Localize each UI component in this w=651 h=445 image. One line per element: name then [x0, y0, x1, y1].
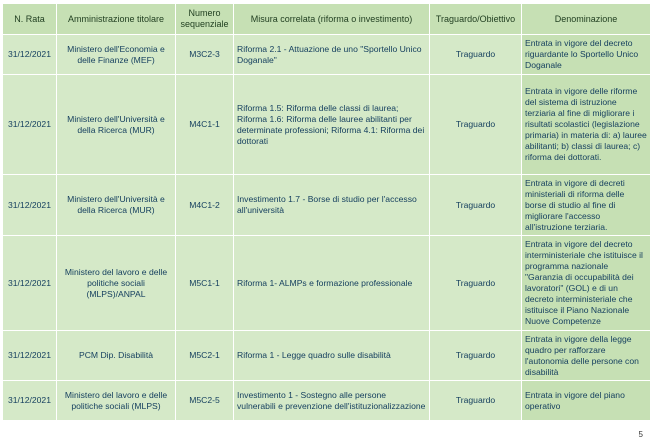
cell-traguardo: Traguardo	[430, 331, 522, 381]
page-number: 5	[638, 430, 643, 439]
cell-misura: Investimento 1.7 - Borse di studio per l'accesso all'università	[234, 175, 430, 236]
cell-amministrazione: Ministero dell'Università e della Ricerca (MUR)	[57, 175, 176, 236]
table-row	[3, 175, 651, 236]
cell-numero: M4C1-1	[176, 75, 234, 175]
header-row	[3, 4, 651, 35]
cell-traguardo: Traguardo	[430, 236, 522, 331]
header-numero: Numero sequenziale	[176, 4, 234, 35]
cell-amministrazione: Ministero del lavoro e delle politiche sociali (MLPS)/ANPAL	[57, 236, 176, 331]
cell-rata: 31/12/2021	[3, 331, 57, 381]
cell-numero: M4C1-2	[176, 175, 234, 236]
cell-denominazione: Entrata in vigore delle riforme del sistema di istruzione terziaria al fine di migliorare i risultati scolastici (legislazione primaria) in materia di: a) lauree abilitanti; b) classi di laurea; c) riforma dei dottorati.	[522, 75, 651, 175]
table-row	[3, 236, 651, 331]
milestones-table	[2, 3, 651, 421]
cell-amministrazione: Ministero del lavoro e delle politiche sociali (MLPS)	[57, 381, 176, 421]
cell-misura: Riforma 1- ALMPs e formazione professionale	[234, 236, 430, 331]
cell-numero: M5C2-5	[176, 381, 234, 421]
cell-denominazione: Entrata in vigore del decreto riguardante lo Sportello Unico Doganale	[522, 35, 651, 75]
cell-rata: 31/12/2021	[3, 381, 57, 421]
cell-misura: Investimento 1 - Sostegno alle persone vulnerabili e prevenzione dell'istituzionalizzazione	[234, 381, 430, 421]
cell-numero: M3C2-3	[176, 35, 234, 75]
cell-traguardo: Traguardo	[430, 35, 522, 75]
cell-denominazione: Entrata in vigore del decreto interministeriale che istituisce il programma nazionale "Garanzia di occupabilità dei lavoratori" (GOL) e di un decreto interministeriale che istituisce il Piano Nazionale Nuove Competenze	[522, 236, 651, 331]
cell-misura: Riforma 1 - Legge quadro sulle disabilità	[234, 331, 430, 381]
header-rata: N. Rata	[3, 4, 57, 35]
cell-amministrazione: Ministero dell'Economia e delle Finanze (MEF)	[57, 35, 176, 75]
cell-rata: 31/12/2021	[3, 35, 57, 75]
cell-rata: 31/12/2021	[3, 75, 57, 175]
cell-traguardo: Traguardo	[430, 381, 522, 421]
cell-denominazione: Entrata in vigore di decreti ministeriali di riforma delle borse di studio al fine di migliorare l'accesso all'istruzione terziaria.	[522, 175, 651, 236]
cell-amministrazione: PCM Dip. Disabilità	[57, 331, 176, 381]
cell-denominazione: Entrata in vigore della legge quadro per rafforzare l'autonomia delle persone con disabilità	[522, 331, 651, 381]
header-denominazione: Denominazione	[522, 4, 651, 35]
header-traguardo: Traguardo/Obiettivo	[430, 4, 522, 35]
table-row	[3, 331, 651, 381]
table-row	[3, 381, 651, 421]
header-amministrazione: Amministrazione titolare	[57, 4, 176, 35]
header-misura: Misura correlata (riforma o investimento)	[234, 4, 430, 35]
cell-rata: 31/12/2021	[3, 236, 57, 331]
cell-numero: M5C2-1	[176, 331, 234, 381]
table-row	[3, 75, 651, 175]
cell-misura: Riforma 1.5: Riforma delle classi di laurea; Riforma 1.6: Riforma delle lauree abilitanti per determinate professioni; Riforma 4.1: Riforma dei dottorati	[234, 75, 430, 175]
cell-denominazione: Entrata in vigore del piano operativo	[522, 381, 651, 421]
cell-traguardo: Traguardo	[430, 75, 522, 175]
table-row	[3, 35, 651, 75]
cell-numero: M5C1-1	[176, 236, 234, 331]
cell-rata: 31/12/2021	[3, 175, 57, 236]
cell-amministrazione: Ministero dell'Università e della Ricerca (MUR)	[57, 75, 176, 175]
cell-traguardo: Traguardo	[430, 175, 522, 236]
cell-misura: Riforma 2.1 - Attuazione de uno "Sportello Unico Doganale"	[234, 35, 430, 75]
